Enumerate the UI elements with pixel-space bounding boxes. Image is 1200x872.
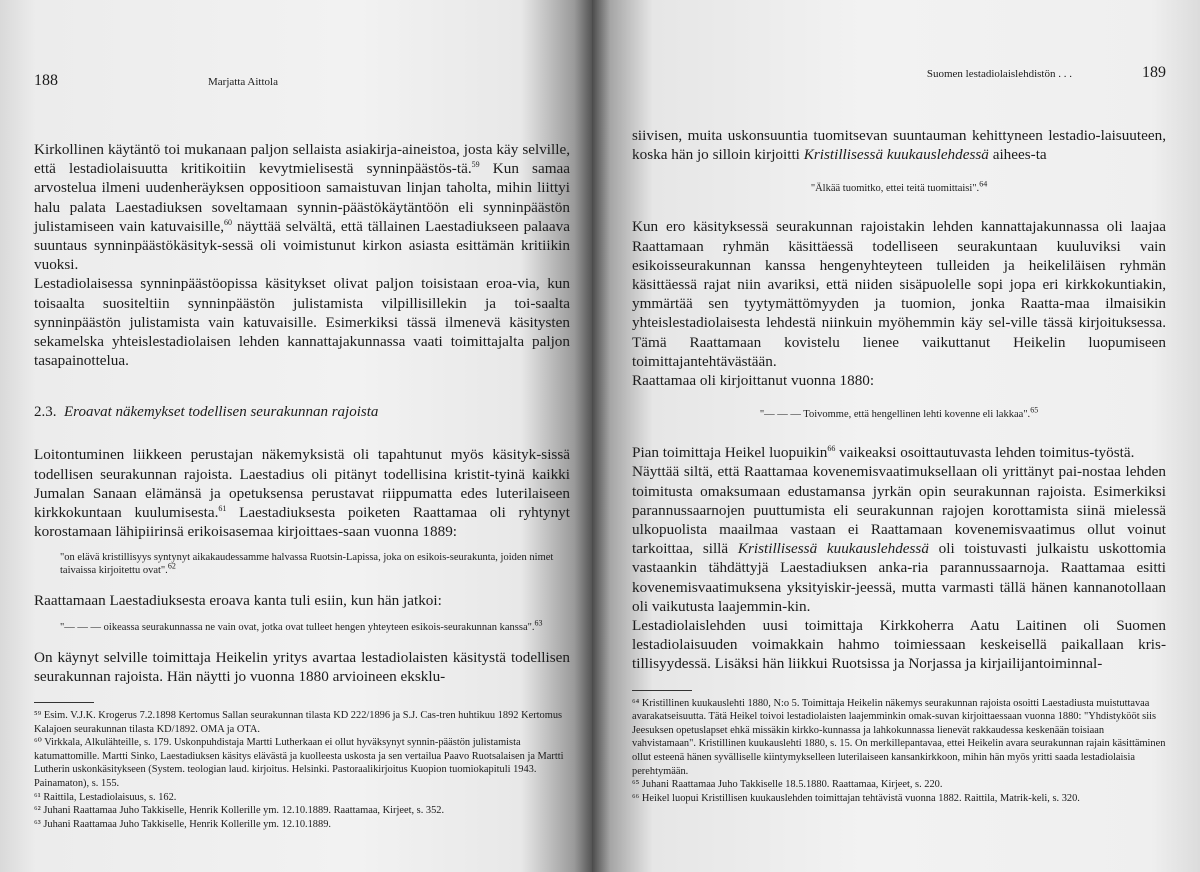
footnotes [34, 709, 570, 831]
block-quote: "— — — oikeassa seurakunnassa ne vain ovat, jotka ovat tulleet hengen yhteyteen esikois-seurakunnan kanssa".$^{63}$ [60, 618, 543, 633]
left-page [0, 0, 592, 872]
footnotes [632, 697, 1166, 806]
paragraph: Lestadiolaisessa synninpäästöopissa käsitykset olivat paljon toisistaan eroa-via, kun toisaalta suositeltiin synninpäästön julistamista vilpillisillekin ja toi-saalta synninpäästön julistamista vain katuvaisille. Esimerkiksi tässä ilmenevä käsitysten sekamelska yhteislestadiolaisen lehden kannattajakunnassa vaati toimittajalta paljon tasapainottelua. [34, 275, 570, 370]
running-head-title: Suomen lestadiolaislehdistön . . . [926, 68, 1072, 80]
paragraph: Raattamaa oli kirjoittanut vuonna 1880: [632, 372, 875, 390]
footnote-ref: 59 [471, 160, 480, 170]
block-quote: "Älkää tuomitko, ettei teitä tuomittaisi".$^{64}$ [810, 179, 988, 195]
footnote: ⁶⁶ Heikel luopui Kristillisen kuukauslehden toimittajan tehtävistä vuonna 1882. Raittila, Matrik-keli, s. 320. [632, 792, 1080, 804]
running-head-left [34, 72, 570, 90]
block-quote: "— — — Toivomme, että hengellinen lehti kovenne eli lakkaa".$^{65}$ [759, 405, 1039, 421]
block-quote: "on elävä kristillisyys syntynyt aikakaudessamme halvassa Ruotsin-Lapissa, joka on esikois-seurakunta, joiden nimet taivaissa kirjoitettu ovat".$^{62}$ [60, 552, 554, 577]
footnote: ⁶⁵ Juhani Raattamaa Juho Takkiselle 18.5.1880. Raattamaa, Kirjeet, s. 220. [632, 779, 943, 791]
footnote: ⁶¹ Raittila, Lestadiolaisuus, s. 162. [34, 791, 177, 803]
footnote: ⁵⁹ Esim. V.J.K. Krogerus 7.2.1898 Kertomus Sallan seurakunnan tilasta KD 222/1896 ja S.J. Cas-tren huhtikuu 1892 Kertomus Kalajoen seurakunnan tilasta KD/1892. OMA ja OTA. [34, 710, 563, 735]
section-heading: 2.3. Eroavat näkemykset todellisen seurakunnan rajoista [34, 404, 379, 421]
footnote-ref: 61 [218, 503, 227, 513]
footnote: ⁶³ Juhani Raattamaa Juho Takkiselle, Henrik Kollerille ym. 12.10.1889. [34, 818, 331, 830]
paragraph: Näyttää siltä, että Raattamaa kovenemisvaatimuksellaan oli yrittänyt pai-nostaa lehden toimitusta omaksumaan edustamansa jyrkän opin seurakunnan rajoista. Esimerkiksi parannussaarnojen puuttumista eli seurakunnan rajojen korottamista siinä mielessä ulkopuolista maailmaa vastaan ei Raattamaan kovenemisvaatimus ollut voinut tarkoittaa, sillä Kristillisessä kuukauslehdessä oli toistuvasti julkaistu uskottomia vastaankin tähdättyjä Laestadiuksen anka-ria parannussaarnoja. Raattamaa esitti kovenemisvaatimuksena yksityiskir-jeessä, mutta varmasti tällä hänen kannanotollaan oli vaikutusta laajemmin-kin. [632, 463, 1167, 615]
footnote-ref: 60 [224, 217, 233, 227]
paragraph: Pian toimittaja Heikel luopuikin$^{66}$ vaikeaksi osoittautuvasta lehden toimitus-työstä. [632, 444, 1135, 462]
footnote: ⁶² Juhani Raattamaa Juho Takkiselle, Henrik Kollerille ym. 12.10.1889. Raattamaa, Kirjeet, s. 352. [34, 805, 445, 817]
paragraph: On käynyt selville toimittaja Heikelin yritys avartaa lestadiolaisten käsitystä todellisen seurakunnan rajoista. Hän näytti jo vuonna 1880 arvioineen eksklu- [34, 648, 570, 685]
paragraph: Lestadiolaislehden uusi toimittaja Kirkkoherra Aatu Laitinen oli Suomen lestadiolaisuuden voimakkain hahmo toimiessaan keskeisellä paikallaan kris-tillisyydessä. Lisäksi hän liikkui Ruotsissa ja Norjassa ja kirjailijantoiminnal- [632, 617, 1166, 673]
footnote: ⁶⁰ Virkkala, Alkulähteille, s. 179. Uskonpuhdistaja Martti Lutherkaan ei ollut hyväksynyt synnin-päästön julistamista katumattomille. Martti Sinko, Laestadiuksen käsitys elävästä ja kuolleesta uskosta ja sen vertailua Paavo Ruotsalaisen ja Martti Lutherin uskonkäsitykseen (System. teologian laud. kirjoitus. Helsinki. Pastoraalikirjoitus Kuopion tuomiokapituli 1943. Painamaton), s. 155. [34, 737, 564, 790]
paragraph: Raattamaan Laestadiuksesta eroava kanta tuli esiin, kun hän jatkoi: [34, 592, 442, 610]
right-page [592, 0, 1200, 872]
page-number: 188 [34, 72, 58, 89]
paragraph: Kun ero käsityksessä seurakunnan rajoistakin lehden kannattajakunnassa oli laajaa Raattamaan ryhmän käsittäessä todelliseen seurakuntaan kuuluviksi vain esikoisseurakunnan kanssa hengenyhteyteen tulleiden ja heikeliläisen ryhmän käsittäessä rajat niin avariksi, että niiden sisäpuolelle sopi jopa eri kirkkokuntiakin, ymmärtää sen tyytymättömyyden ja tuomion, jonka Raatta-maa ilmaisikin yhteislestadiolaisesta lehdestä niinkuin myöhemmin käy sel-ville tässä kirjoituksessa. Tämä Raattamaan kovistelu lienee vaikuttanut Heikelin luopumiseen toimittajantehtävästään. [632, 218, 1166, 370]
footnote-ref: 66 [827, 444, 836, 454]
running-head-right [632, 64, 1166, 82]
paragraph: siivisen, muita uskonsuuntia tuomitsevan suuntauman kehittyneen lestadio-laisuuteen, koska hän jo silloin kirjoitti Kristillisessä kuukauslehdessä aihees-ta [632, 127, 1166, 164]
footnote-rule [632, 690, 692, 691]
paragraph: Loitontuminen liikkeen perustajan näkemyksistä oli tapahtunut myös käsityk-sissä todellisen seurakunnan rajoista. Laestadius oli pitänyt todellisina kristit-tyinä kaikki Jumalan Sanaan elämänsä ja opetuksensa perustavat riippumatta edes luterilaiseen kirkkokuntaan kuulumisesta.$^{61}$ Laestadiuksesta poiketen Raattamaa oli ryhtynyt korostamaan lähipiirinsä erikoisasemaa kirjoittaes-saan vuonna 1889: [34, 446, 570, 541]
footnote: ⁶⁴ Kristillinen kuukauslehti 1880, N:o 5. Toimittaja Heikelin näkemys seurakunnan rajoista osoitti Laestadiusta muistuttavaa avarakatseisuutta. Tätä Heikel toivoi lestadiolaisten laajemminkin omak-suvan kirjoittaessaan vuonna 1880: "Yhdistykööt siis Jeesuksen opetuslapset ehkä missäkin kirkko-kunnassa ja lahkokunnassa lienevät rakkaudessa keskenään toisiaan vahvistamaan". Kristillinen kuukauslehti 1880, s. 15. On merkillepantavaa, ettei Heikelin avara seurakunnan rajain käsittäminen ollut esteenä hänen syvälliselle kiintymykselleen luterilaiseen kansankirkkoon, mihin hän myös yritti saada lestadiolaisia perehtymään. [632, 697, 1166, 777]
footnote-rule [34, 702, 94, 703]
page-number: 189 [1142, 64, 1166, 81]
running-head-author: Marjatta Aittola [208, 76, 278, 88]
paragraph: Kirkollinen käytäntö toi mukanaan paljon sellaista asiakirja-aineistoa, josta käy selville, että lestadiolaisuutta kritikoitiin kevytmielisestä synninpäästös-tä.$^{59}$ Kun samaa arvostelua ilmeni uudenheräyksen oppositioon samaistuvan linjan taholta, mihin liittyi halu palata Laestadiuksen soveltamaan synnin-päästökäytäntöön eli synninpäästön julistamiseen vain katuvaisille,$^{60}$ näyttää selvältä, että tällainen Laestadiukseen palaava suuntaus synninpäästökäsityk-sessä oli voimistunut kirkon asiasta esittämän kritiikin vuoksi. [34, 141, 570, 274]
